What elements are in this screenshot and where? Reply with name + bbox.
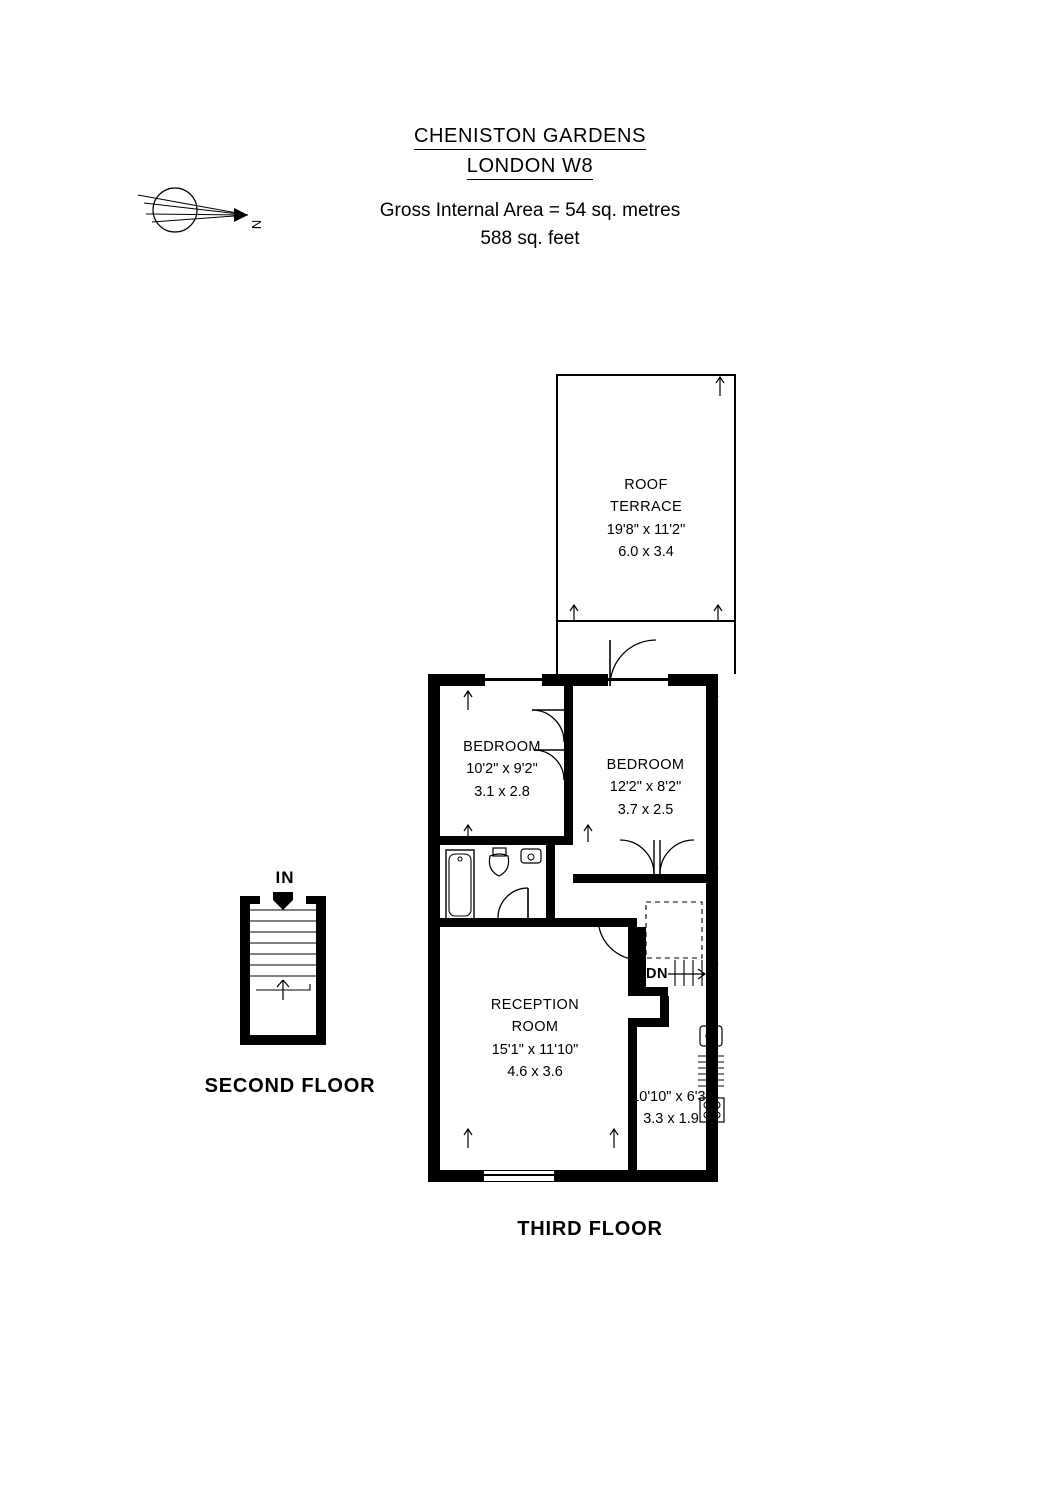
second-floor-caption: SECOND FLOOR xyxy=(204,1075,376,1097)
bedroom1-dims-metric: 3.1 x 2.8 xyxy=(474,783,530,800)
gross-internal-area-metric: Gross Internal Area = 54 sq. metres xyxy=(379,200,681,221)
compass-north-label: N xyxy=(249,219,265,230)
reception-name-2: ROOM xyxy=(511,1019,559,1036)
entry-in-label: IN xyxy=(275,868,295,887)
wall-right xyxy=(316,896,326,1045)
reception-dims-metric: 4.6 x 3.6 xyxy=(507,1064,563,1081)
page-title-line2: LONDON W8 xyxy=(467,155,594,180)
roof-terrace-name-2: TERRACE xyxy=(609,499,683,516)
roof-terrace-area xyxy=(556,374,736,674)
third-floor-caption: THIRD FLOOR xyxy=(517,1218,663,1240)
wall-top-left xyxy=(240,896,260,904)
tick-terrace-bottomright xyxy=(704,602,734,626)
stairs-down-label: DN xyxy=(646,966,668,982)
wall-bottom xyxy=(240,1035,326,1045)
tick-terrace-bottomleft xyxy=(560,602,590,626)
second-floor-plan xyxy=(240,870,330,1045)
reception-name-1: RECEPTION xyxy=(490,997,580,1013)
bedroom2-name: BEDROOM xyxy=(606,757,685,773)
roof-terrace-dims-metric: 6.0 x 3.4 xyxy=(618,544,674,561)
gross-internal-area-imperial: 588 sq. feet xyxy=(480,228,580,249)
wall-top-right xyxy=(306,896,326,904)
bedroom2-dims-imperial: 12'2" x 8'2" xyxy=(609,779,682,796)
roof-terrace-dims-imperial: 19'8" x 11'2" xyxy=(606,521,686,538)
third-floor-plan xyxy=(428,674,754,1182)
roof-terrace-name-1: ROOF xyxy=(624,477,668,493)
kitchen-dims-metric: 3.3 x 1.9 xyxy=(643,1111,699,1128)
staircase-second-floor xyxy=(250,904,316,1035)
kitchen-dims-imperial: 10'10" x 6'3" xyxy=(631,1089,711,1105)
tick-terrace-topright xyxy=(706,376,736,400)
bedroom2-dims-metric: 3.7 x 2.5 xyxy=(617,801,674,818)
reception-dims-imperial: 15'1" x 11'10" xyxy=(491,1041,579,1058)
wall-left xyxy=(240,896,250,1045)
compass-rose-icon xyxy=(130,170,280,255)
bedroom1-name: BEDROOM xyxy=(463,739,541,755)
bedroom1-dims-imperial: 10'2" x 9'2" xyxy=(466,761,538,778)
fixtures-overlay xyxy=(428,674,754,1182)
room-label-roof-terrace xyxy=(556,474,736,564)
page-title-line1: CHENISTON GARDENS xyxy=(414,125,646,150)
